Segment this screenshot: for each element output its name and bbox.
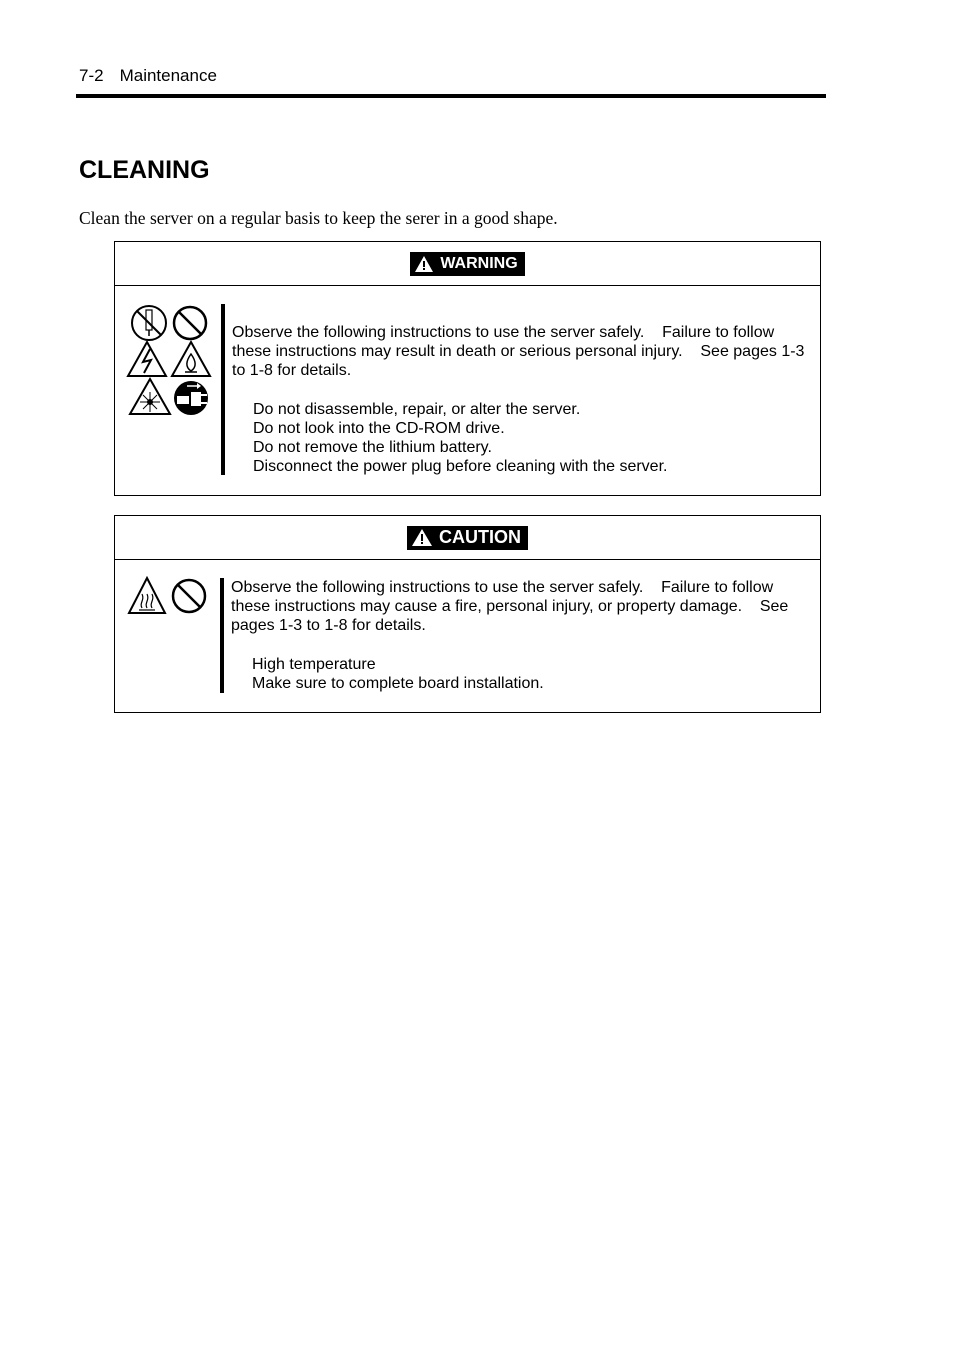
list-item: Do not look into the CD-ROM drive. (253, 420, 505, 437)
section-number: 7-2 (79, 66, 104, 85)
list-item: Do not disassemble, repair, or alter the server. (253, 401, 581, 418)
caution-description: Observe the following instructions to use the server safely. Failure to follow these instructions may cause a fire, personal injury, or property damage. See pages 1-3 to 1-8 for details. (231, 579, 789, 634)
warning-list (232, 400, 812, 476)
warning-triangle-icon (411, 528, 433, 547)
laser-icon (130, 379, 170, 414)
warning-box (114, 241, 821, 496)
warning-label-text: WARNING (440, 254, 518, 272)
list-item: High temperature (252, 656, 376, 673)
high-temperature-icon (129, 578, 165, 613)
warning-text (232, 323, 812, 476)
list-item: Make sure to complete board installation. (252, 675, 544, 692)
caution-list (231, 655, 815, 693)
caution-label-text: CAUTION (439, 527, 521, 547)
header-rule (76, 94, 826, 98)
warning-icons (125, 304, 217, 421)
list-item: Disconnect the power plug before cleaning with the server. (253, 458, 668, 475)
caution-box (114, 515, 821, 713)
list-item: Do not remove the lithium battery. (253, 439, 492, 456)
warning-header (115, 242, 820, 286)
unplug-icon (174, 381, 208, 415)
caution-header (115, 516, 820, 560)
page-header (79, 66, 217, 86)
caution-bar (220, 578, 224, 693)
page-title: CLEANING (79, 156, 210, 184)
prohibited-icon (174, 307, 206, 339)
caution-label (407, 526, 528, 550)
warning-triangle-icon (414, 255, 434, 273)
caution-text (231, 578, 815, 693)
caution-icons (127, 576, 211, 621)
intro-paragraph: Clean the server on a regular basis to keep the serer in a good shape. (79, 208, 558, 228)
no-disassembly-icon (132, 306, 166, 340)
electric-shock-icon (128, 342, 166, 376)
prohibited-icon (173, 580, 205, 612)
warning-description: Observe the following instructions to use the server safely. Failure to follow these instructions may result in death or serious personal injury. See pages 1-3 to 1-8 for details. (232, 324, 805, 379)
fire-icon (172, 342, 210, 376)
warning-label (410, 252, 524, 276)
section-name: Maintenance (119, 66, 217, 85)
warning-bar (221, 304, 225, 475)
